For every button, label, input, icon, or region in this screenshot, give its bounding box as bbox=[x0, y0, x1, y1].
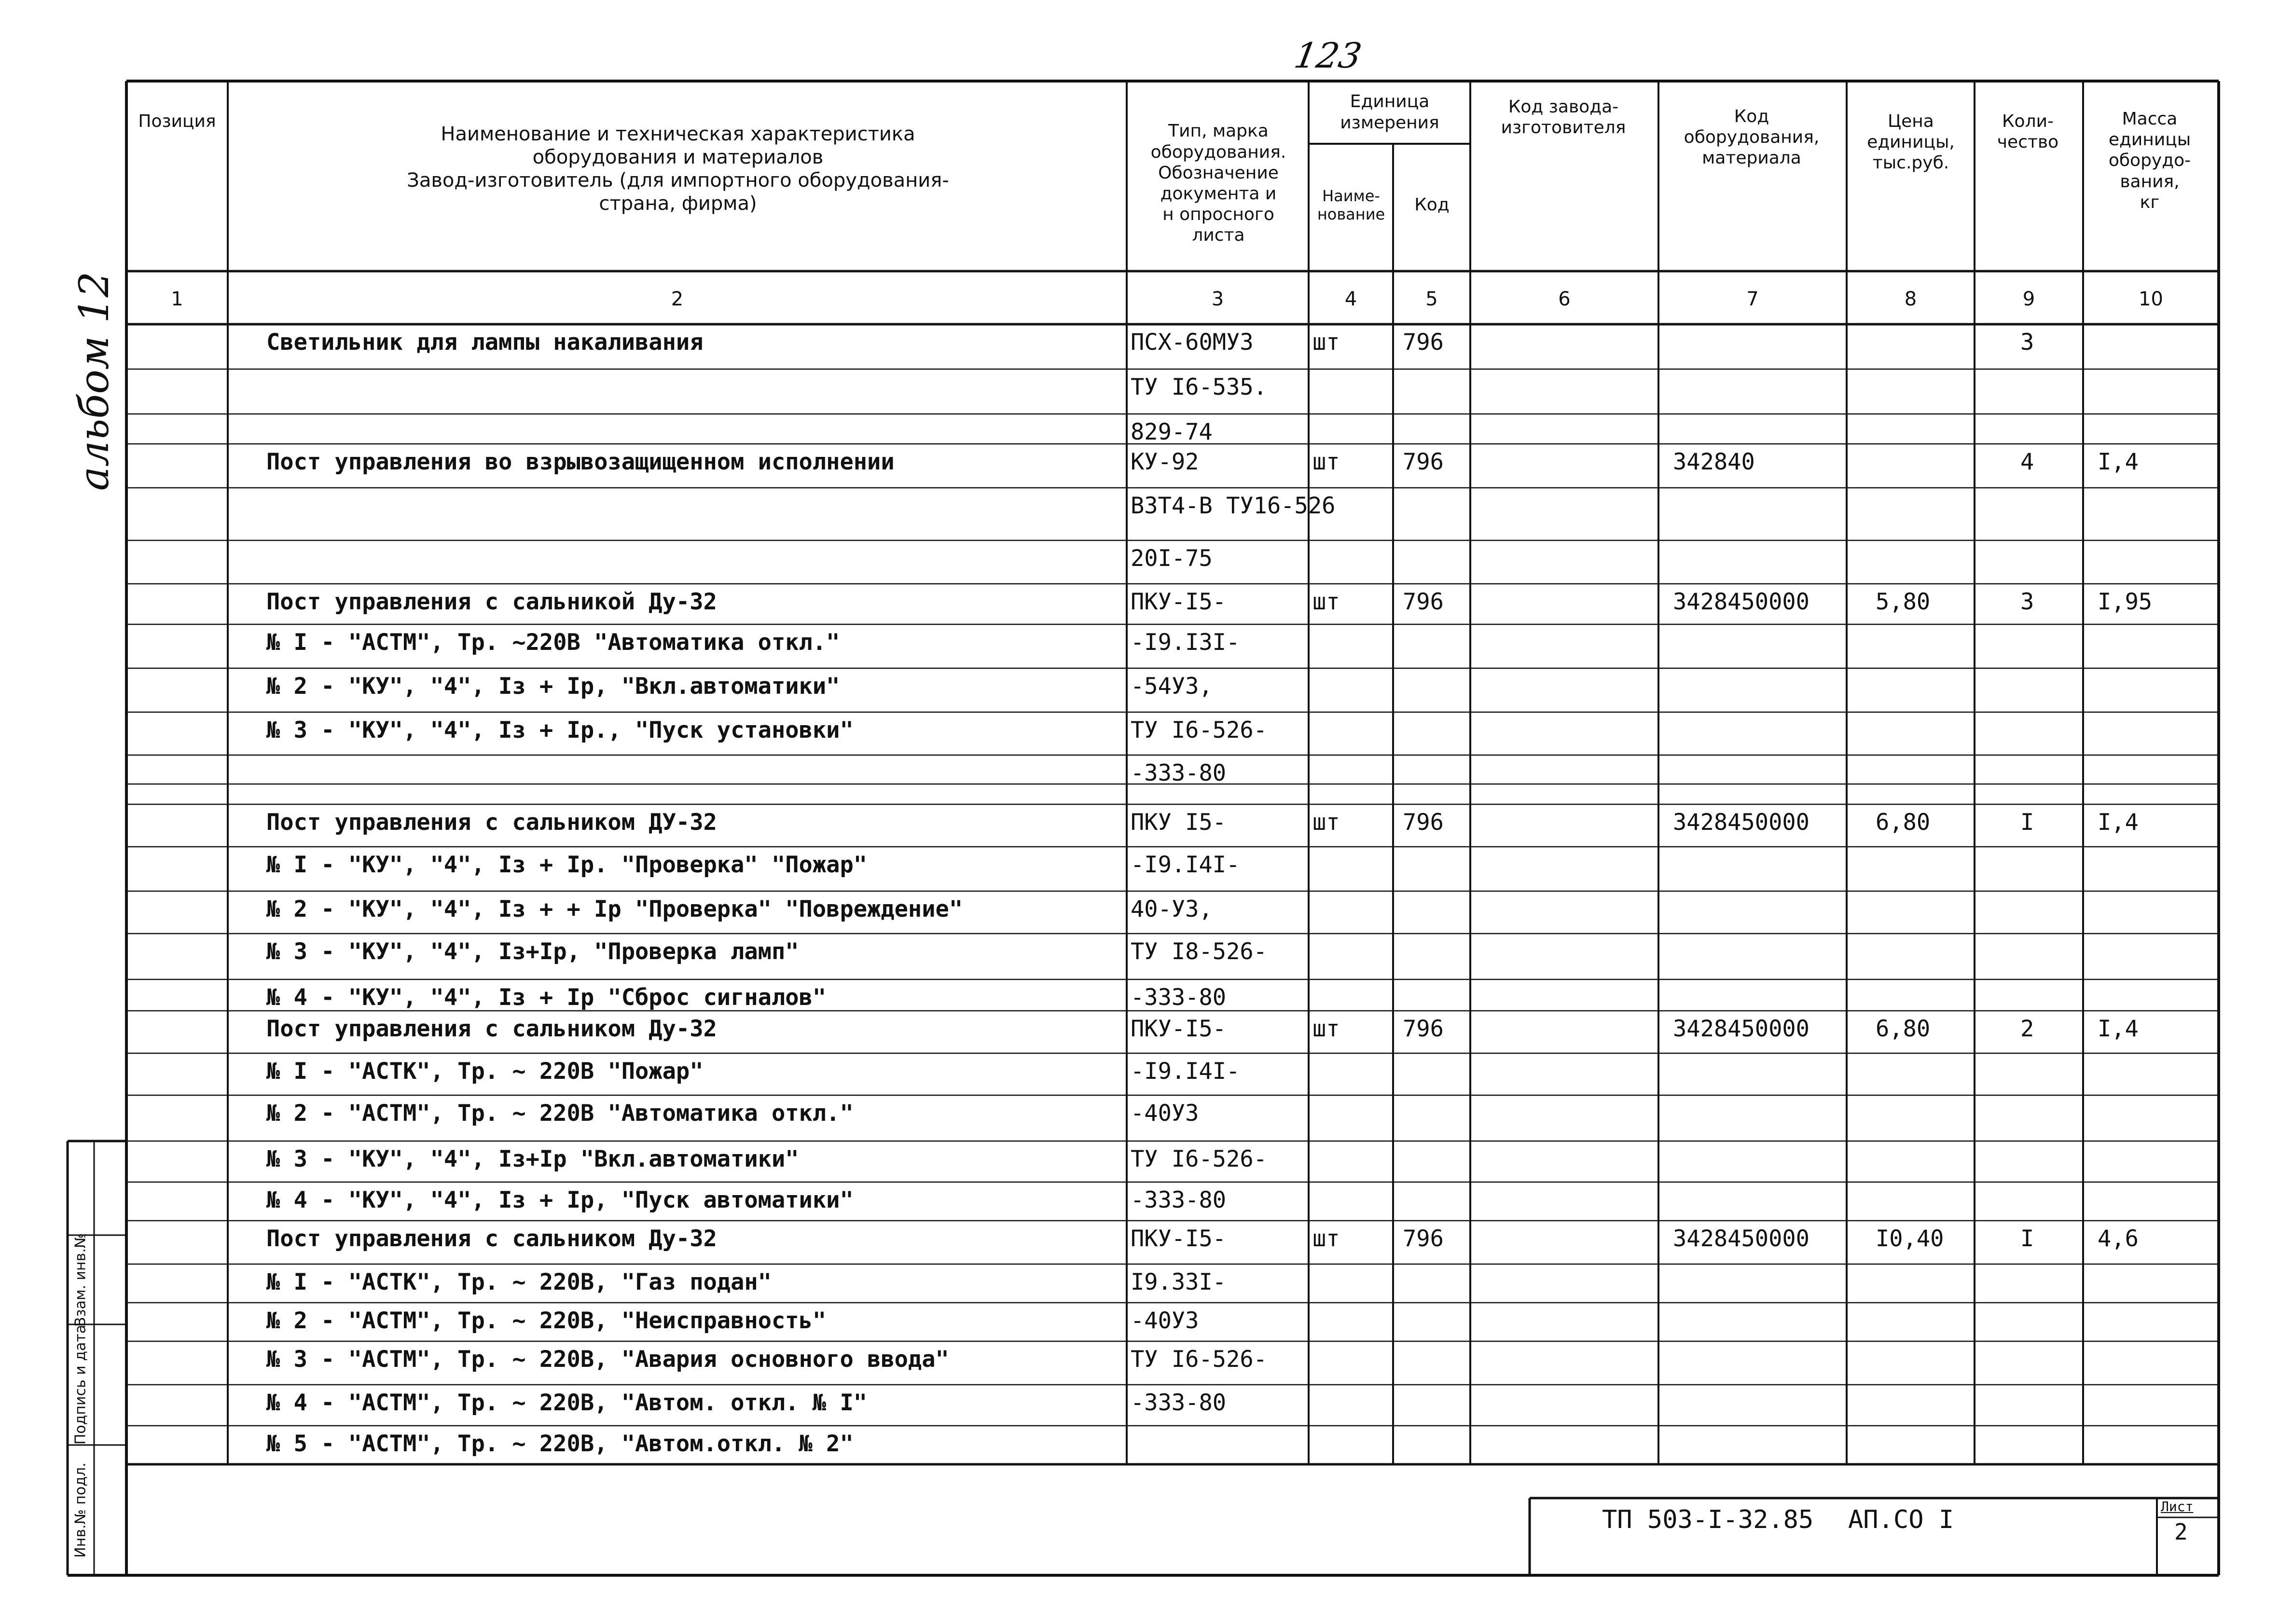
item-name: № 3 - "КУ", "4", Iз+Iр "Вкл.автоматики" bbox=[266, 1146, 799, 1172]
item-type: ВЗТ4-В ТУ16-526 bbox=[1131, 493, 1336, 519]
item-quantity bbox=[2020, 1146, 2081, 1184]
item-price bbox=[1876, 449, 1973, 490]
item-equipment-code: 3428450000 bbox=[1673, 589, 1809, 615]
item-price bbox=[1876, 852, 1973, 893]
header-unit: Единица измерения bbox=[1340, 92, 1439, 133]
item-unit bbox=[1312, 673, 1391, 714]
item-type: КУ-92 bbox=[1131, 449, 1199, 475]
header-mass: Масса единицы оборудо- вания, кг bbox=[2108, 109, 2191, 212]
item-quantity bbox=[2020, 789, 2081, 808]
item-name: Пост управления с сальником ДУ-32 bbox=[266, 809, 717, 836]
item-type: ПКУ-I5- bbox=[1131, 1225, 1227, 1252]
item-unit: шт bbox=[1312, 589, 1340, 615]
item-type: ПКУ-I5- bbox=[1131, 589, 1227, 615]
item-unit-code bbox=[1403, 545, 1468, 586]
item-price bbox=[1876, 896, 1973, 936]
item-equipment-code bbox=[1673, 374, 1845, 416]
item-unit bbox=[1312, 1187, 1391, 1223]
item-equipment-code bbox=[1673, 1431, 1845, 1466]
item-quantity bbox=[2020, 1058, 2081, 1097]
item-equipment-code: 3428450000 bbox=[1673, 1016, 1809, 1042]
item-equipment-code bbox=[1673, 1100, 1845, 1143]
item-equipment-code bbox=[1673, 673, 1845, 714]
item-mass bbox=[2098, 717, 2217, 757]
item-price bbox=[1876, 493, 1973, 542]
header-unit-code: Код bbox=[1414, 195, 1450, 215]
item-name: № 3 - "АСТМ", Тр. ~ 220В, "Авария основного ввода" bbox=[266, 1346, 949, 1373]
header-equipment-code: Код оборудования, материала bbox=[1684, 107, 1820, 168]
item-name bbox=[266, 760, 1122, 786]
item-equipment-code: 342840 bbox=[1673, 449, 1755, 475]
item-name: Светильник для лампы накаливания bbox=[266, 329, 704, 356]
side-label bbox=[69, 1324, 93, 1445]
item-unit bbox=[1312, 1146, 1391, 1184]
item-price: I0,40 bbox=[1876, 1225, 1944, 1252]
header-type: Тип, марка оборудования. Обозначение документа и н опросного листа bbox=[1150, 121, 1286, 246]
header-price: Цена единицы, тыс.руб. bbox=[1867, 111, 1955, 173]
item-unit-code bbox=[1403, 938, 1468, 981]
item-name: № 5 - "АСТМ", Тр. ~ 220В, "Автом.откл. № 2" bbox=[266, 1431, 854, 1457]
item-unit-code bbox=[1403, 1346, 1468, 1387]
item-unit-code: 796 bbox=[1403, 809, 1444, 836]
column-number: 4 bbox=[1344, 288, 1357, 310]
header-unit-name: Наиме- нование bbox=[1317, 186, 1385, 223]
item-mass bbox=[2098, 1058, 2217, 1097]
item-equipment-code: 3428450000 bbox=[1673, 1225, 1809, 1252]
item-unit-code: 796 bbox=[1403, 1225, 1444, 1252]
item-equipment-code bbox=[1673, 896, 1845, 936]
item-type: -40УЗ bbox=[1131, 1307, 1199, 1334]
item-unit-code bbox=[1403, 374, 1468, 416]
item-name: Пост управления во взрывозащищенном исполнении bbox=[266, 449, 895, 475]
item-price bbox=[1876, 673, 1973, 714]
item-price bbox=[1876, 1187, 1973, 1223]
item-price bbox=[1876, 374, 1973, 416]
item-quantity: I bbox=[2020, 1225, 2034, 1252]
item-quantity bbox=[2020, 629, 2081, 670]
item-mass bbox=[2098, 852, 2217, 893]
item-type: 829-74 bbox=[1131, 419, 1213, 445]
item-type: ТУ I8-526- bbox=[1131, 938, 1267, 965]
item-quantity bbox=[2020, 760, 2081, 786]
item-type bbox=[1131, 789, 1307, 808]
item-price bbox=[1876, 419, 1973, 446]
item-type: ТУ I6-535. bbox=[1131, 374, 1267, 400]
item-equipment-code bbox=[1673, 717, 1845, 757]
item-price bbox=[1876, 329, 1973, 371]
item-quantity: 3 bbox=[2020, 329, 2034, 356]
item-unit-code bbox=[1403, 1058, 1468, 1097]
album-tag: альбом 12 bbox=[70, 271, 118, 491]
item-type: -I9.I4I- bbox=[1131, 852, 1240, 878]
item-mass bbox=[2098, 629, 2217, 670]
item-unit bbox=[1312, 760, 1391, 786]
column-number: 5 bbox=[1425, 288, 1438, 310]
item-type bbox=[1131, 1431, 1307, 1466]
item-name bbox=[266, 789, 1122, 808]
item-unit bbox=[1312, 1346, 1391, 1387]
item-unit-code bbox=[1403, 1307, 1468, 1343]
item-equipment-code bbox=[1673, 1269, 1845, 1305]
item-unit-code bbox=[1403, 629, 1468, 670]
item-quantity bbox=[2020, 1100, 2081, 1143]
item-quantity: I bbox=[2020, 809, 2034, 836]
column-number: 8 bbox=[1904, 288, 1917, 310]
item-mass bbox=[2098, 1269, 2217, 1305]
item-unit bbox=[1312, 1100, 1391, 1143]
item-price bbox=[1876, 1058, 1973, 1097]
item-name: Пост управления с сальникой Ду-32 bbox=[266, 589, 717, 615]
item-price bbox=[1876, 760, 1973, 786]
item-quantity: 4 bbox=[2020, 449, 2034, 475]
item-equipment-code bbox=[1673, 329, 1845, 371]
item-quantity bbox=[2020, 1390, 2081, 1428]
item-price bbox=[1876, 1146, 1973, 1184]
item-equipment-code bbox=[1673, 1058, 1845, 1097]
item-unit-code bbox=[1403, 1187, 1468, 1223]
item-quantity bbox=[2020, 1269, 2081, 1305]
item-unit bbox=[1312, 493, 1391, 542]
item-mass bbox=[2098, 493, 2217, 542]
item-unit bbox=[1312, 984, 1391, 1013]
item-mass bbox=[2098, 1100, 2217, 1143]
item-type: ПКУ-I5- bbox=[1131, 1016, 1227, 1042]
item-type: -54УЗ, bbox=[1131, 673, 1213, 700]
item-name: № I - "КУ", "4", Iз + Iр. "Проверка" "Пожар" bbox=[266, 852, 868, 878]
item-equipment-code bbox=[1673, 852, 1845, 893]
item-unit: шт bbox=[1312, 449, 1340, 475]
item-unit bbox=[1312, 896, 1391, 936]
album-code: АП.СО I bbox=[1848, 1505, 1954, 1534]
item-equipment-code bbox=[1673, 1390, 1845, 1428]
item-type: -333-80 bbox=[1131, 1187, 1227, 1213]
item-unit: шт bbox=[1312, 1016, 1340, 1042]
item-type: ТУ I6-526- bbox=[1131, 1146, 1267, 1172]
item-price bbox=[1876, 717, 1973, 757]
side-label-text: Взам. инв.№ bbox=[72, 1233, 89, 1327]
item-unit-code bbox=[1403, 673, 1468, 714]
item-unit: шт bbox=[1312, 329, 1340, 356]
item-unit bbox=[1312, 717, 1391, 757]
item-price bbox=[1876, 1431, 1973, 1466]
column-number: 9 bbox=[2022, 288, 2035, 310]
item-price: 5,80 bbox=[1876, 589, 1931, 615]
item-mass bbox=[2098, 984, 2217, 1013]
item-type: -I9.I3I- bbox=[1131, 629, 1240, 656]
item-mass bbox=[2098, 896, 2217, 936]
item-equipment-code bbox=[1673, 493, 1845, 542]
item-equipment-code bbox=[1673, 938, 1845, 981]
item-type: ПКУ I5- bbox=[1131, 809, 1227, 836]
sheet-number: 2 bbox=[2174, 1519, 2188, 1545]
item-name: Пост управления с сальником Ду-32 bbox=[266, 1016, 717, 1042]
item-price bbox=[1876, 1100, 1973, 1143]
item-mass bbox=[2098, 1187, 2217, 1223]
item-unit bbox=[1312, 419, 1391, 446]
item-unit-code bbox=[1403, 1390, 1468, 1428]
column-number: 7 bbox=[1746, 288, 1759, 310]
item-name bbox=[266, 545, 1122, 586]
item-name: № 2 - "КУ", "4", Iз + + Iр "Проверка" "Повреждение" bbox=[266, 896, 963, 922]
item-name bbox=[266, 419, 1122, 446]
item-name: № 4 - "КУ", "4", Iз + Iр, "Пуск автоматики" bbox=[266, 1187, 854, 1213]
item-quantity bbox=[2020, 717, 2081, 757]
item-type: 20I-75 bbox=[1131, 545, 1213, 572]
item-unit: шт bbox=[1312, 1225, 1340, 1252]
item-equipment-code bbox=[1673, 629, 1845, 670]
item-type: -I9.I4I- bbox=[1131, 1058, 1240, 1085]
item-unit-code bbox=[1403, 760, 1468, 786]
item-unit bbox=[1312, 545, 1391, 586]
item-unit-code bbox=[1403, 984, 1468, 1013]
item-mass: I,4 bbox=[2098, 449, 2139, 475]
item-unit-code bbox=[1403, 1431, 1468, 1466]
item-quantity bbox=[2020, 1307, 2081, 1343]
side-label bbox=[69, 1233, 93, 1327]
item-type: 40-УЗ, bbox=[1131, 896, 1213, 922]
item-quantity bbox=[2020, 1187, 2081, 1223]
item-mass bbox=[2098, 673, 2217, 714]
item-name: № 2 - "АСТМ", Тр. ~ 220В, "Неисправность" bbox=[266, 1307, 827, 1334]
item-unit-code bbox=[1403, 789, 1468, 808]
item-quantity: 2 bbox=[2020, 1016, 2034, 1042]
item-quantity: 3 bbox=[2020, 589, 2034, 615]
column-number: 6 bbox=[1558, 288, 1571, 310]
item-quantity bbox=[2020, 852, 2081, 893]
item-type: ТУ I6-526- bbox=[1131, 717, 1267, 743]
item-type: -333-80 bbox=[1131, 760, 1227, 786]
item-equipment-code bbox=[1673, 984, 1845, 1013]
item-quantity bbox=[2020, 1431, 2081, 1466]
item-name: № 3 - "КУ", "4", Iз + Iр., "Пуск установки" bbox=[266, 717, 854, 743]
item-price bbox=[1876, 789, 1973, 808]
item-mass bbox=[2098, 1346, 2217, 1387]
item-quantity bbox=[2020, 938, 2081, 981]
item-unit bbox=[1312, 1390, 1391, 1428]
item-type: I9.33I- bbox=[1131, 1269, 1227, 1295]
item-mass: I,95 bbox=[2098, 589, 2153, 615]
item-quantity bbox=[2020, 493, 2081, 542]
item-price bbox=[1876, 1269, 1973, 1305]
item-mass bbox=[2098, 419, 2217, 446]
item-mass: I,4 bbox=[2098, 809, 2139, 836]
column-number: 10 bbox=[2139, 288, 2163, 310]
item-name: № 4 - "КУ", "4", Iз + Iр "Сброс сигналов" bbox=[266, 984, 827, 1011]
item-price bbox=[1876, 1390, 1973, 1428]
item-mass bbox=[2098, 1431, 2217, 1466]
item-unit-code bbox=[1403, 1146, 1468, 1184]
item-unit-code: 796 bbox=[1403, 1016, 1444, 1042]
item-name: № 2 - "АСТМ", Тр. ~ 220В "Автоматика откл." bbox=[266, 1100, 854, 1127]
item-price: 6,80 bbox=[1876, 809, 1931, 836]
item-quantity bbox=[2020, 984, 2081, 1013]
item-unit: шт bbox=[1312, 809, 1340, 836]
item-price bbox=[1876, 629, 1973, 670]
item-unit bbox=[1312, 1269, 1391, 1305]
item-mass: 4,6 bbox=[2098, 1225, 2139, 1252]
item-equipment-code: 3428450000 bbox=[1673, 809, 1809, 836]
item-mass bbox=[2098, 1307, 2217, 1343]
item-name: № I - "АСТМ", Тр. ~220В "Автоматика откл." bbox=[266, 629, 840, 656]
item-type: -333-80 bbox=[1131, 1390, 1227, 1416]
item-name: № I - "АСТК", Тр. ~ 220В, "Газ подан" bbox=[266, 1269, 772, 1295]
item-price bbox=[1876, 984, 1973, 1013]
item-equipment-code bbox=[1673, 1346, 1845, 1387]
item-equipment-code bbox=[1673, 1146, 1845, 1184]
item-quantity bbox=[2020, 673, 2081, 714]
item-unit bbox=[1312, 938, 1391, 981]
item-unit-code bbox=[1403, 852, 1468, 893]
item-type: ПСХ-60МУЗ bbox=[1131, 329, 1254, 356]
item-unit bbox=[1312, 374, 1391, 416]
item-unit-code bbox=[1403, 1269, 1468, 1305]
item-quantity bbox=[2020, 419, 2081, 446]
item-quantity bbox=[2020, 374, 2081, 416]
item-unit bbox=[1312, 1058, 1391, 1097]
item-quantity bbox=[2020, 545, 2081, 586]
item-unit-code bbox=[1403, 717, 1468, 757]
item-mass bbox=[2098, 374, 2217, 416]
column-number: 2 bbox=[671, 288, 684, 310]
item-unit-code bbox=[1403, 896, 1468, 936]
item-name bbox=[266, 374, 1122, 416]
column-number: 1 bbox=[171, 288, 183, 310]
header-position: Позиция bbox=[138, 111, 216, 131]
item-unit-code bbox=[1403, 1100, 1468, 1143]
item-unit bbox=[1312, 852, 1391, 893]
item-equipment-code bbox=[1673, 760, 1845, 786]
item-unit-code bbox=[1403, 419, 1468, 446]
item-name: № 4 - "АСТМ", Тр. ~ 220В, "Автом. откл. № I" bbox=[266, 1390, 868, 1416]
side-label-text: Инв.№ подл. bbox=[72, 1462, 89, 1558]
header-quantity: Коли- чество bbox=[1997, 111, 2059, 152]
item-type: -333-80 bbox=[1131, 984, 1227, 1011]
item-mass bbox=[2098, 760, 2217, 786]
item-unit-code: 796 bbox=[1403, 329, 1444, 356]
item-mass: I,4 bbox=[2098, 1016, 2139, 1042]
item-unit bbox=[1312, 789, 1391, 808]
sheet-label: Лист bbox=[2161, 1499, 2194, 1514]
item-type: ТУ I6-526- bbox=[1131, 1346, 1267, 1373]
item-equipment-code bbox=[1673, 1187, 1845, 1223]
item-price bbox=[1876, 938, 1973, 981]
item-mass bbox=[2098, 1390, 2217, 1428]
item-unit-code bbox=[1403, 493, 1468, 542]
column-number: 3 bbox=[1211, 288, 1224, 310]
item-unit bbox=[1312, 1431, 1391, 1466]
header-manufacturer-code: Код завода- изготовителя bbox=[1501, 97, 1626, 138]
item-unit-code: 796 bbox=[1403, 449, 1444, 475]
header-name: Наименование и техническая характеристика оборудования и материалов Завод-изготовитель (для импортного оборудования- страна, фирма) bbox=[407, 123, 949, 215]
side-label-text: Подпись и дата bbox=[72, 1324, 89, 1445]
item-name bbox=[266, 493, 1122, 542]
item-type: -40УЗ bbox=[1131, 1100, 1199, 1127]
item-mass bbox=[2098, 329, 2217, 371]
item-unit-code: 796 bbox=[1403, 589, 1444, 615]
item-equipment-code bbox=[1673, 1307, 1845, 1343]
item-name: № I - "АСТК", Тр. ~ 220В "Пожар" bbox=[266, 1058, 704, 1085]
item-name: № 3 - "КУ", "4", Iз+Iр, "Проверка ламп" bbox=[266, 938, 799, 965]
item-equipment-code bbox=[1673, 545, 1845, 586]
item-name: № 2 - "КУ", "4", Iз + Iр, "Вкл.автоматики" bbox=[266, 673, 840, 700]
item-equipment-code bbox=[1673, 789, 1845, 808]
item-name: Пост управления с сальником Ду-32 bbox=[266, 1225, 717, 1252]
item-price bbox=[1876, 1307, 1973, 1343]
item-mass bbox=[2098, 789, 2217, 808]
item-quantity bbox=[2020, 896, 2081, 936]
item-quantity bbox=[2020, 1346, 2081, 1387]
item-mass bbox=[2098, 1146, 2217, 1184]
item-unit bbox=[1312, 629, 1391, 670]
item-price: 6,80 bbox=[1876, 1016, 1931, 1042]
item-price bbox=[1876, 545, 1973, 586]
item-mass bbox=[2098, 938, 2217, 981]
item-equipment-code bbox=[1673, 419, 1845, 446]
item-unit bbox=[1312, 1307, 1391, 1343]
doc-code: ТП 503-I-32.85 bbox=[1602, 1505, 1814, 1534]
side-label bbox=[69, 1445, 93, 1575]
svg-text:123: 123 bbox=[1291, 36, 1365, 76]
item-price bbox=[1876, 1346, 1973, 1387]
item-mass bbox=[2098, 545, 2217, 586]
